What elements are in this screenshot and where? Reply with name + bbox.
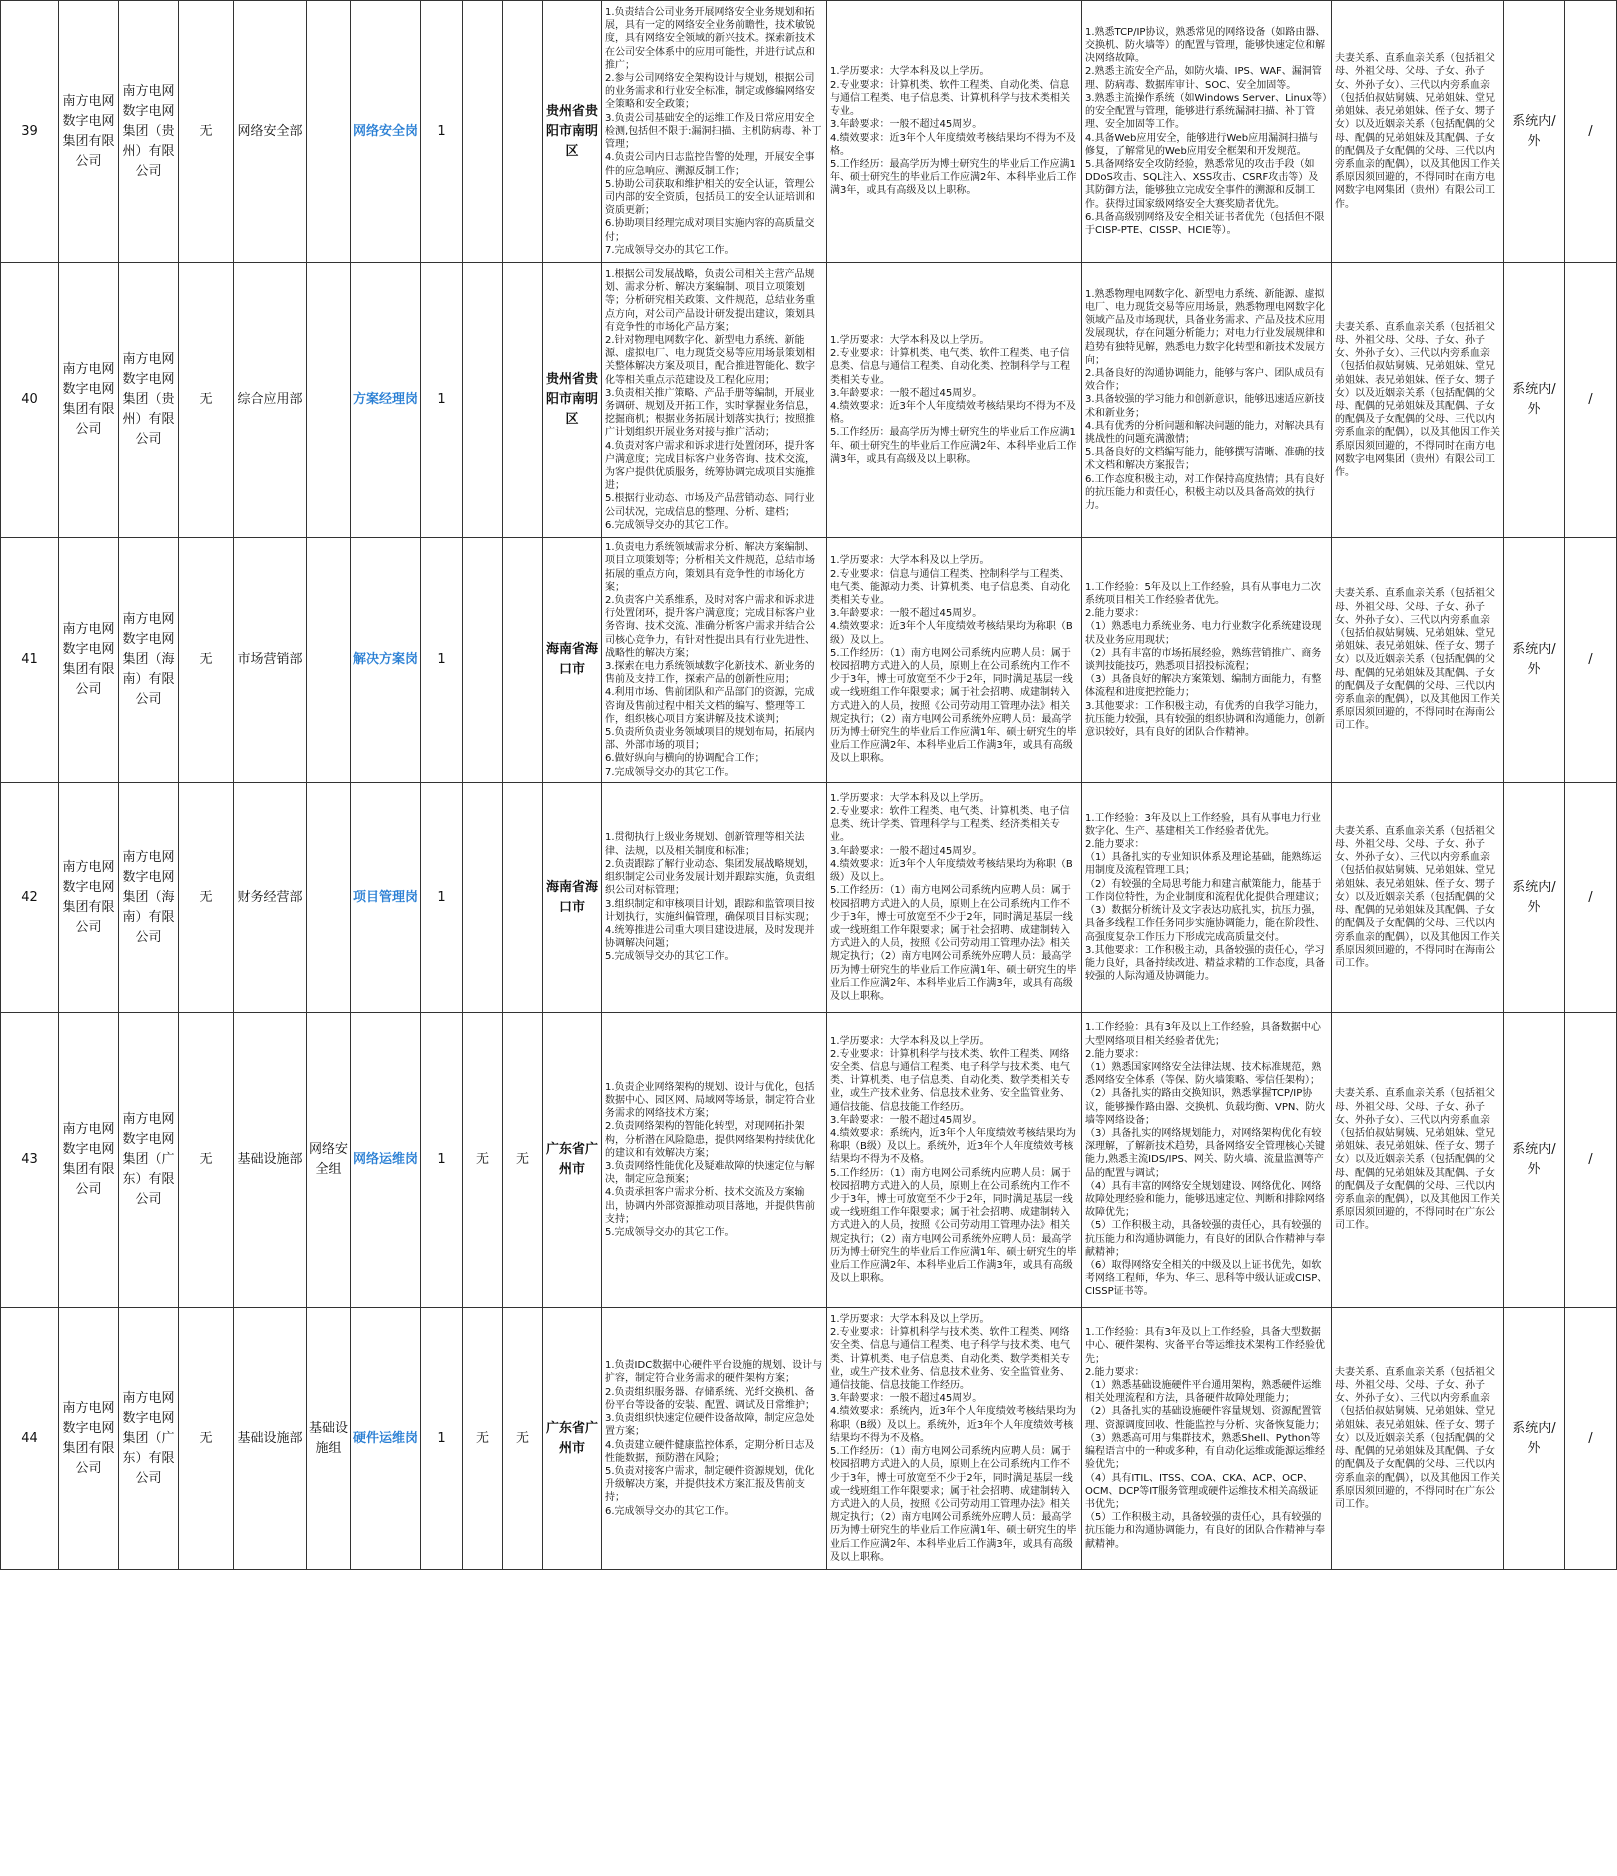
text-line: 1.工作经验：5年及以上工作经验，具有从事电力二次系统项目相关工作经验者优先。 — [1085, 581, 1321, 606]
row-number: 43 — [1, 1013, 59, 1308]
work-location: 广东省广州市 — [543, 1308, 602, 1570]
other-requirements — [1082, 1013, 1332, 1308]
text-line: 2.负责网络架构的智能化转型，对现网拓扑架构，分析潜在风险隐患，提供网络架构持续优化的建议和有效解决方案； — [605, 1121, 815, 1159]
text-line: 5.具备网络安全攻防经验，熟悉常见的攻击手段（如DDoS攻击、SQL注入、XSS攻击、CSRF攻击等）及其防御方法，能够独立完成安全事件的溯源和反制工作。获得过国家级网络安全大赛奖励者优先。 — [1085, 158, 1319, 210]
text-line: （5）工作积极主动，具备较强的责任心，具有较强的抗压能力和沟通协调能力，有良好的团队合作精神与奉献精神。 — [1085, 1512, 1325, 1550]
text-line: （4）具有丰富的网络安全规划建设、网络优化、网络故障处理经验和能力，能够迅速定位、判断和排除网络故障优先； — [1085, 1180, 1325, 1219]
recruit-scope: 系统内/外 — [1504, 783, 1565, 1013]
text-line: 4.绩效要求：近3年个人年度绩效考核结果均为称职（B级）及以上。 — [830, 621, 1073, 646]
text-line: 5.工作经历：最高学历为博士研究生的毕业后工作应满1年、硕士研究生的毕业后工作应满2年、本科毕业后工作满3年，或具有高级及以上职称。 — [830, 427, 1077, 465]
text-line: 2.专业要求：计算机科学与技术类、软件工程类、网络安全类、信息与通信工程类、电子科学与技术类、电气类、计算机类、电子信息类、自动化类、数学类相关专业，或生产技术业务、信息技术业务、安全监管业务、通信技能、信息技能工作经历。 — [830, 1327, 1070, 1392]
sub-unit: 无 — [179, 1013, 234, 1308]
text-line: 2.专业要求：计算机类、电气类、软件工程类、电子信息类、信息与通信工程类、自动化类、控制科学与工程类相关专业。 — [830, 348, 1070, 386]
text-line: 3.年龄要求：一般不超过45周岁。 — [830, 1114, 983, 1126]
extra-col-9: 无 — [463, 1308, 503, 1570]
text-line: 2.负责客户关系维系，及时对客户需求和诉求进行处置闭环，提升客户满意度；完成目标客户业务咨询、技术交流、准确分析客户需求并结合公司核心竞争力，有针对性提出具有行业先进性、战略性的解决方案； — [605, 594, 815, 659]
headcount: 1 — [421, 263, 463, 538]
headcount: 1 — [421, 1013, 463, 1308]
text-line: 6.工作态度积极主动，对工作保持高度热情；具有良好的抗压能力和责任心，积极主动以及具备高效的执行力。 — [1085, 473, 1325, 512]
basic-requirements — [827, 783, 1082, 1013]
text-line: 2.具备良好的沟通协调能力，能够与客户、团队成员有效合作； — [1085, 367, 1325, 393]
row-number: 44 — [1, 1308, 59, 1570]
recruit-scope: 系统内/外 — [1504, 1308, 1565, 1570]
sub-unit: 无 — [179, 1308, 234, 1570]
recruit-scope: 系统内/外 — [1504, 263, 1565, 538]
text-line: （1）熟悉基础设施硬件平台通用架构，熟悉硬件运维相关处理流程和方法，具备硬件故障处理能力； — [1085, 1380, 1322, 1405]
text-line: 1.学历要求：大学本科及以上学历。 — [830, 334, 990, 346]
recruit-scope: 系统内/外 — [1504, 538, 1565, 783]
table-row — [1, 1, 1617, 263]
text-line: （5）工作积极主动，具备较强的责任心，具有较强的抗压能力和沟通协调能力，有良好的团队合作精神与奉献精神； — [1085, 1220, 1325, 1258]
post-name: 项目管理岗 — [351, 783, 421, 1013]
remarks: / — [1565, 263, 1617, 538]
text-line: （3）具备良好的解决方案策划、编制方面能力，有整体流程和进度把控能力； — [1085, 674, 1322, 699]
text-line: 3.探索在电力系统领域数字化新技术、新业务的售前及支持工作，探索产品的创新性应用； — [605, 661, 815, 686]
row-number: 39 — [1, 1, 59, 263]
avoidance-relations: 夫妻关系、直系血亲关系（包括祖父母、外祖父母、父母、子女、孙子女、外孙子女）、三代以内旁系血亲（包括伯叔姑舅姨、兄弟姐妹、堂兄弟姐妹、表兄弟姐妹、侄子女、甥子女）以及近姻亲关系（包括配偶的父母、配偶的兄弟姐妹及其配偶、子女的配偶及子女配偶的父母、三代以内旁系血亲的配偶），以及其他因工作关系原因须回避的，不得同时在海南公司工作。 — [1332, 538, 1504, 783]
text-line: 3.熟悉主流操作系统（如Windows Server、Linux等）的安全配置与管理，能够进行系统漏洞扫描、补丁管理、安全加固等工作。 — [1085, 92, 1328, 131]
text-line: 4.负责建立硬件健康监控体系，定期分析日志及性能数据，预防潜在风险； — [605, 1439, 815, 1464]
sub-unit: 无 — [179, 538, 234, 783]
basic-requirements — [827, 263, 1082, 538]
extra-col-9: 无 — [463, 1013, 503, 1308]
department: 财务经营部 — [234, 783, 307, 1013]
text-line: 2.专业要求：软件工程类、电气类、计算机类、电子信息类、统计学类、管理科学与工程类、经济类相关专业。 — [830, 806, 1070, 844]
company-name: 南方电网数字电网集团有限公司 — [59, 1013, 119, 1308]
text-line: （2）具备扎实的基础设施硬件容量规划、资源配置管理、资源调度回收、性能监控与分析、灾备恢复能力； — [1085, 1406, 1325, 1431]
text-line: 3.负责网络性能优化及疑难故障的快速定位与解决，制定应急预案； — [605, 1161, 815, 1186]
text-line: 3.其他要求：工作积极主动，有优秀的自我学习能力，抗压能力较强，具有较强的组织协调和沟通能力，创新意识较好，具有良好的团队合作精神。 — [1085, 700, 1325, 739]
team — [307, 538, 351, 783]
work-location: 贵州省贵阳市南明区 — [543, 263, 602, 538]
text-line: 4.负责公司内日志监控告警的处理，开展安全事件的应急响应、溯源反制工作； — [605, 152, 815, 177]
work-location: 广东省广州市 — [543, 1013, 602, 1308]
text-line: （2）具备扎实的路由交换知识，熟悉掌握TCP/IP协议，能够操作路由器、交换机、负载均衡、VPN、防火墙等网络设备； — [1085, 1088, 1326, 1126]
text-line: 5.根据行业动态、市场及产品营销动态、同行业公司状况，完成信息的整理、分析、建档； — [605, 493, 815, 518]
text-line: 6.完成领导交办的其它工作。 — [605, 519, 735, 531]
text-line: 4.负责对客户需求和诉求进行处置闭环，提升客户满意度；完成目标客户业务咨询、技术交流，为客户提供优质服务，统筹协调完成项目实施推进； — [605, 440, 815, 492]
avoidance-relations: 夫妻关系、直系血亲关系（包括祖父母、外祖父母、父母、子女、孙子女、外孙子女）、三代以内旁系血亲（包括伯叔姑舅姨、兄弟姐妹、堂兄弟姐妹、表兄弟姐妹、侄子女、甥子女）以及近姻亲关系（包括配偶的父母、配偶的兄弟姐妹及其配偶、子女的配偶及子女配偶的父母、三代以内旁系血亲的配偶），以及其他因工作关系原因须回避的，不得同时在南方电网数字电网集团（贵州）有限公司工作。 — [1332, 1, 1504, 263]
sub-unit: 无 — [179, 263, 234, 538]
text-line: 3.负责相关推广策略、产品手册等编制，开展业务调研、规划及开拓工作，实时掌握业务信息，挖掘商机；根据业务拓展计划落实执行；按照推广计划组织开展业务对接与推广活动； — [605, 387, 815, 439]
post-name: 解决方案岗 — [351, 538, 421, 783]
unit-name: 南方电网数字电网集团（海南）有限公司 — [119, 783, 179, 1013]
text-line: 5.协助公司获取和维护相关的安全认证，管理公司内部的安全资质，包括员工的安全认证培训和资质更新； — [605, 178, 815, 217]
text-line: 5.工作经历：（1）南方电网公司系统内应聘人员：属于校园招聘方式进入的人员，原则上在公司系统内工作不少于3年，博士可放宽至不少于2年，同时满足基层一线或一线班组工作年限要求；属于社会招聘、成建制转入方式进入的人员，按照《公司劳动用工管理办法》相关规定执行；（2）南方电网公司系统外应聘人员：最高学历为博士研究生的毕业后工作应满1年、硕士研究生的毕业后工作应满2年、本科毕业后工作满3年，或具有高级及以上职称。 — [830, 1446, 1077, 1563]
text-line: 2.能力要求： — [1085, 608, 1145, 620]
text-line: 4.具备Web应用安全，能够进行Web应用漏洞扫描与修复，了解常见的Web应用安全框架和开发规范。 — [1085, 132, 1319, 157]
other-requirements — [1082, 1, 1332, 263]
text-line: 3.年龄要求：一般不超过45周岁。 — [830, 1393, 983, 1405]
avoidance-relations: 夫妻关系、直系血亲关系（包括祖父母、外祖父母、父母、子女、孙子女、外孙子女）、三代以内旁系血亲（包括伯叔姑舅姨、兄弟姐妹、堂兄弟姐妹、表兄弟姐妹、侄子女、甥子女）以及近姻亲关系（包括配偶的父母、配偶的兄弟姐妹及其配偶、子女的配偶及子女配偶的父母、三代以内旁系血亲的配偶），以及其他因工作关系原因须回避的，不得同时在南方电网数字电网集团（贵州）有限公司工作。 — [1332, 263, 1504, 538]
table-row — [1, 1308, 1617, 1570]
remarks: / — [1565, 538, 1617, 783]
text-line: 2.能力要求： — [1085, 839, 1145, 851]
basic-requirements — [827, 1013, 1082, 1308]
text-line: 2.负责跟踪了解行业动态、集团发展战略规划，组织制定公司业务发展计划并跟踪实施，负责组织公司对标管理； — [605, 858, 815, 897]
unit-name: 南方电网数字电网集团（贵州）有限公司 — [119, 263, 179, 538]
company-name: 南方电网数字电网集团有限公司 — [59, 783, 119, 1013]
department: 基础设施部 — [234, 1308, 307, 1570]
basic-requirements — [827, 538, 1082, 783]
text-line: 4.统筹推进公司重大项目建设进展，及时发现并协调解决问题； — [605, 924, 815, 950]
text-line: 2.负责组织服务器、存储系统、光纤交换机、备份平台等设备的安装、配置、调试及日常维护； — [605, 1386, 815, 1411]
text-line: 1.学历要求：大学本科及以上学历。 — [830, 1035, 990, 1047]
text-line: 3.年龄要求：一般不超过45周岁。 — [830, 387, 983, 399]
text-line: （1）熟悉电力系统业务、电力行业数字化系统建设现状及业务应用现状； — [1085, 621, 1322, 646]
text-line: （3）具备扎实的网络规划能力，对网络架构优化有较深理解，了解新技术趋势，具备网络安全管理核心关键能力,熟悉主流IDS/IPS、网关、防火墙、流量监测等产品的配置与调试； — [1085, 1127, 1325, 1179]
text-line: 5.工作经历：（1）南方电网公司系统内应聘人员：属于校园招聘方式进入的人员，原则上在公司系统内工作不少于3年，博士可放宽至不少于2年，同时满足基层一线或一线班组工作年限要求；属于社会招聘、成建制转入方式进入的人员，按照《公司劳动用工管理办法》相关规定执行；（2）南方电网公司系统外应聘人员：最高学历为博士研究生的毕业后工作应满1年、硕士研究生的毕业后工作应满2年、本科毕业后工作满3年，或具有高级及以上职称。 — [830, 1167, 1077, 1285]
team: 基础设施组 — [307, 1308, 351, 1570]
text-line: 5.负责对接客户需求，制定硬件资源规划，优化升级解决方案，并提供技术方案汇报及售前支持； — [605, 1465, 815, 1504]
text-line: 6.协助项目经理完成对项目实施内容的高质量交付； — [605, 218, 815, 243]
department: 市场营销部 — [234, 538, 307, 783]
text-line: 1.负责IDC数据中心硬件平台设施的规划、设计与扩容，制定符合业务需求的硬件架构方案； — [605, 1360, 823, 1385]
text-line: 3.年龄要求：一般不超过45周岁。 — [830, 119, 983, 131]
text-line: 3.负责组织快速定位硬件设备故障，制定应急处置方案； — [605, 1413, 815, 1438]
text-line: 4.绩效要求：系统内，近3年个人年度绩效考核结果均为称职（B级）及以上。系统外，近3年个人年度绩效考核结果均不得为不及格。 — [830, 1127, 1076, 1166]
text-line: 2.专业要求：计算机类、软件工程类、自动化类、信息与通信工程类、电子信息类、计算机科学与技术类相关专业。 — [830, 79, 1070, 118]
text-line: 1.负责电力系统领域需求分析、解决方案编制、项目立项策划等；分析相关文件规范，总结市场拓展的重点方向，策划具有竞争性的市场化方案； — [605, 542, 815, 593]
text-line: （2）具有丰富的市场拓展经验，熟练营销推广、商务谈判技能技巧，熟悉项目招投标流程； — [1085, 647, 1322, 672]
text-line: 1.学历要求：大学本科及以上学历。 — [830, 792, 990, 804]
team — [307, 783, 351, 1013]
extra-col-9 — [463, 538, 503, 783]
text-line: 1.贯彻执行上级业务规划、创新管理等相关法律、法规，以及相关制度和标准； — [605, 832, 805, 857]
department: 网络安全部 — [234, 1, 307, 263]
job-duties — [602, 783, 827, 1013]
job-duties — [602, 1308, 827, 1570]
company-name: 南方电网数字电网集团有限公司 — [59, 1, 119, 263]
extra-col-9 — [463, 783, 503, 1013]
table-row — [1, 263, 1617, 538]
headcount: 1 — [421, 1, 463, 263]
recruit-scope: 系统内/外 — [1504, 1, 1565, 263]
text-line: 1.学历要求：大学本科及以上学历。 — [830, 66, 990, 78]
other-requirements — [1082, 538, 1332, 783]
extra-col-10 — [503, 538, 543, 783]
row-number: 42 — [1, 783, 59, 1013]
text-line: （4）具有ITIL、ITSS、COA、CKA、ACP、OCP、OCM、DCP等IT服务管理或硬件运维技术相关高级证书优先； — [1085, 1472, 1319, 1510]
unit-name: 南方电网数字电网集团（海南）有限公司 — [119, 538, 179, 783]
headcount: 1 — [421, 538, 463, 783]
post-name: 方案经理岗 — [351, 263, 421, 538]
job-duties — [602, 538, 827, 783]
text-line: 1.负责企业网络架构的规划、设计与优化，包括数据中心、园区网、局域网等场景，制定符合业务需求的网络技术方案； — [605, 1081, 815, 1120]
table-row — [1, 538, 1617, 783]
text-line: 5.工作经历：最高学历为博士研究生的毕业后工作应满1年、硕士研究生的毕业后工作应满2年、本科毕业后工作满3年，或具有高级及以上职称。 — [830, 158, 1077, 197]
extra-col-9 — [463, 1, 503, 263]
text-line: 7.完成领导交办的其它工作。 — [605, 244, 735, 256]
text-line: 5.完成领导交办的其它工作。 — [605, 1227, 735, 1239]
other-requirements — [1082, 783, 1332, 1013]
remarks: / — [1565, 783, 1617, 1013]
row-number: 41 — [1, 538, 59, 783]
text-line: 3.组织制定和审核项目计划，跟踪和监管项目按计划执行，实施纠偏管理，确保项目目标实现； — [605, 898, 815, 923]
text-line: 5.具备良好的文档编写能力，能够撰写清晰、准确的技术文档和解决方案报告； — [1085, 447, 1325, 472]
table-row — [1, 783, 1617, 1013]
text-line: 1.工作经验：具有3年及以上工作经验，具备数据中心大型网络项目相关经验者优先； — [1085, 1022, 1321, 1047]
post-name: 网络安全岗 — [351, 1, 421, 263]
text-line: 4.绩效要求：近3年个人年度绩效考核结果均为称职（B级）及以上。 — [830, 858, 1073, 884]
headcount: 1 — [421, 1308, 463, 1570]
extra-col-10: 无 — [503, 1013, 543, 1308]
company-name: 南方电网数字电网集团有限公司 — [59, 263, 119, 538]
text-line: 3.负责公司基础安全的运维工作及日常应用安全检测,包括但不限于:漏洞扫描、主机防病毒、补丁管理； — [605, 112, 822, 151]
extra-col-10 — [503, 1, 543, 263]
team — [307, 1, 351, 263]
extra-col-10 — [503, 783, 543, 1013]
sub-unit: 无 — [179, 783, 234, 1013]
text-line: 2.针对物理电网数字化、新型电力系统、新能源、虚拟电厂、电力现货交易等应用场景策划相关整体解决方案及项目，配合推进智能化、数字化等相关重点示范建设及工程化应用； — [605, 334, 815, 386]
text-line: 4.绩效要求：系统内，近3年个人年度绩效考核结果均为称职（B级）及以上。系统外，近3年个人年度绩效考核结果均不得为不及格。 — [830, 1406, 1076, 1444]
text-line: （1）熟悉国家网络安全法律法规、技术标准规范，熟悉网络安全体系（等保、防火墙策略、零信任架构）； — [1085, 1061, 1322, 1087]
recruit-scope: 系统内/外 — [1504, 1013, 1565, 1308]
department: 综合应用部 — [234, 263, 307, 538]
basic-requirements — [827, 1308, 1082, 1570]
team: 网络安全组 — [307, 1013, 351, 1308]
text-line: 1.工作经验：具有3年及以上工作经验，具备大型数据中心、硬件架构、灾备平台等运维技术架构工作经验优先； — [1085, 1327, 1325, 1365]
text-line: 2.能力要求： — [1085, 1366, 1145, 1378]
other-requirements — [1082, 1308, 1332, 1570]
other-requirements — [1082, 263, 1332, 538]
text-line: 4.利用市场、售前团队和产品部门的资源，完成咨询及售前过程中相关文档的编写、整理等工作，组织核心项目方案讲解及技术谈判； — [605, 687, 815, 725]
team — [307, 263, 351, 538]
text-line: 3.年龄要求：一般不超过45周岁。 — [830, 845, 983, 857]
text-line: （3）数据分析统计及文字表达功底扎实，抗压力强，具备多线程工作任务同步实施协调能力，能在阶段性、高强度复杂工作压力下形成完成高质量交付。 — [1085, 905, 1325, 943]
text-line: 4.负责承担客户需求分析、技术交流及方案输出，协调内外部资源推动项目落地，并提供售前支持； — [605, 1187, 815, 1225]
text-line: 1.工作经验：3年及以上工作经验，具有从事电力行业数字化、生产、基建相关工作经验者优先。 — [1085, 812, 1321, 837]
text-line: 5.工作经历：（1）南方电网公司系统内应聘人员：属于校园招聘方式进入的人员，原则上在公司系统内工作不少于3年，博士可放宽至不少于2年，同时满足基层一线或一线班组工作年限要求；属于社会招聘、成建制转入方式进入的人员，按照《公司劳动用工管理办法》相关规定执行；（2）南方电网公司系统外应聘人员：最高学历为博士研究生的毕业后工作应满1年、硕士研究生的毕业后工作应满2年、本科毕业后工作满3年，或具有高级及以上职称。 — [830, 885, 1077, 1002]
text-line: 2.能力要求： — [1085, 1048, 1145, 1060]
text-line: 3.年龄要求：一般不超过45周岁。 — [830, 608, 983, 620]
text-line: 4.绩效要求：近3年个人年度绩效考核结果均不得为不及格。 — [830, 401, 1076, 426]
unit-name: 南方电网数字电网集团（广东）有限公司 — [119, 1013, 179, 1308]
text-line: 2.参与公司网络安全架构设计与规划，根据公司的业务需求和行业安全标准，制定或修编网络安全策略和安全政策； — [605, 73, 815, 111]
remarks: / — [1565, 1, 1617, 263]
company-name: 南方电网数字电网集团有限公司 — [59, 1308, 119, 1570]
text-line: 5.负责所负责业务领域项目的规划布局，拓展内部、外部市场的项目； — [605, 727, 815, 752]
text-line: 4.具有优秀的分析问题和解决问题的能力，对解决具有挑战性的问题充满激情； — [1085, 420, 1325, 445]
work-location: 海南省海口市 — [543, 783, 602, 1013]
text-line: 2.熟悉主流安全产品，如防火墙、IPS、WAF、漏洞管理、防病毒、数据库审计、SOC、安全加固等。 — [1085, 66, 1322, 91]
basic-requirements — [827, 1, 1082, 263]
job-duties — [602, 1013, 827, 1308]
extra-col-10 — [503, 263, 543, 538]
table-row — [1, 1013, 1617, 1308]
text-line: （1）具备扎实的专业知识体系及理论基础，能熟练运用制度及流程管理工具； — [1085, 852, 1322, 877]
row-number: 40 — [1, 263, 59, 538]
remarks: / — [1565, 1013, 1617, 1308]
text-line: 3.其他要求：工作积极主动，具备较强的责任心，学习能力良好，具备持续改进、精益求精的工作态度，具备较强的人际沟通及协调能力。 — [1085, 944, 1325, 983]
remarks: / — [1565, 1308, 1617, 1570]
text-line: 4.绩效要求：近3年个人年度绩效考核结果均不得为不及格。 — [830, 132, 1076, 157]
text-line: 7.完成领导交办的其它工作。 — [605, 766, 735, 778]
text-line: （3）熟悉高可用与集群技术，熟悉Shell、Python等编程语言中的一种或多种，有自动化运维或能源运维经验优先； — [1085, 1432, 1325, 1471]
post-name: 网络运维岗 — [351, 1013, 421, 1308]
text-line: （6）取得网络安全相关的中级及以上证书优先，如软考网络工程师，华为、华三、思科等中级认证或CISP、CISSP证书等。 — [1085, 1260, 1328, 1298]
text-line: 3.具备较强的学习能力和创新意识，能够迅速适应新技术和新业务； — [1085, 394, 1325, 419]
unit-name: 南方电网数字电网集团（广东）有限公司 — [119, 1308, 179, 1570]
text-line: 2.专业要求：信息与通信工程类、控制科学与工程类、电气类、能源动力类、计算机类、电子信息类、自动化类相关专业。 — [830, 568, 1070, 606]
extra-col-9 — [463, 263, 503, 538]
department: 基础设施部 — [234, 1013, 307, 1308]
text-line: 2.专业要求：计算机科学与技术类、软件工程类、网络安全类、信息与通信工程类、电子科学与技术类、电气类、计算机类、电子信息类、自动化类、数学类相关专业，或生产技术业务、信息技术业务、安全监管业务、通信技能、信息技能工作经历。 — [830, 1048, 1070, 1113]
text-line: 6.完成领导交办的其它工作。 — [605, 1505, 735, 1517]
avoidance-relations: 夫妻关系、直系血亲关系（包括祖父母、外祖父母、父母、子女、孙子女、外孙子女）、三代以内旁系血亲（包括伯叔姑舅姨、兄弟姐妹、堂兄弟姐妹、表兄弟姐妹、侄子女、甥子女）以及近姻亲关系（包括配偶的父母、配偶的兄弟姐妹及其配偶、子女的配偶及子女配偶的父母、三代以内旁系血亲的配偶），以及其他因工作关系原因须回避的，不得同时在广东公司工作。 — [1332, 1013, 1504, 1308]
headcount: 1 — [421, 783, 463, 1013]
text-line: 5.完成领导交办的其它工作。 — [605, 951, 735, 963]
job-duties — [602, 1, 827, 263]
text-line: 1.根据公司发展战略，负责公司相关主营产品规划、需求分析、解决方案编制、项目立项策划等；分析研究相关政策、文件规范，总结业务重点方向，对公司产品设计研发提出建议，策划具有竞争性的市场化产品方案； — [605, 268, 815, 333]
text-line: 5.工作经历：（1）南方电网公司系统内应聘人员：属于校园招聘方式进入的人员，原则上在公司系统内工作不少于3年，博士可放宽至不少于2年，同时满足基层一线或一线班组工作年限要求；属于社会招聘、成建制转入方式进入的人员，按照《公司劳动用工管理办法》相关规定执行；（2）南方电网公司系统外应聘人员：最高学历为博士研究生的毕业后工作应满1年、硕士研究生的毕业后工作应满2年、本科毕业后工作满3年，或具有高级及以上职称。 — [830, 647, 1077, 765]
extra-col-10: 无 — [503, 1308, 543, 1570]
text-line: 1.学历要求：大学本科及以上学历。 — [830, 555, 990, 567]
work-location: 贵州省贵阳市南明区 — [543, 1, 602, 263]
avoidance-relations: 夫妻关系、直系血亲关系（包括祖父母、外祖父母、父母、子女、孙子女、外孙子女）、三代以内旁系血亲（包括伯叔姑舅姨、兄弟姐妹、堂兄弟姐妹、表兄弟姐妹、侄子女、甥子女）以及近姻亲关系（包括配偶的父母、配偶的兄弟姐妹及其配偶、子女的配偶及子女配偶的父母、三代以内旁系血亲的配偶），以及其他因工作关系原因须回避的，不得同时在广东公司工作。 — [1332, 1308, 1504, 1570]
job-duties — [602, 263, 827, 538]
text-line: 6.具备高级别网络及安全相关证书者优先（包括但不限于CISP-PTE、CISSP、HCIE等）。 — [1085, 211, 1325, 236]
text-line: 1.负责结合公司业务开展网络安全业务规划和拓展，具有一定的网络安全业务前瞻性，技术敏锐度，具有网络安全领域的新兴技术。探索新技术在公司安全体系中的应用可能性，并进行试点和推广； — [605, 7, 815, 71]
post-name: 硬件运维岗 — [351, 1308, 421, 1570]
text-line: 1.学历要求：大学本科及以上学历。 — [830, 1314, 990, 1326]
unit-name: 南方电网数字电网集团（贵州）有限公司 — [119, 1, 179, 263]
text-line: （2）有较强的全局思考能力和建言献策能力，能基于工作岗位特性，为企业制度和流程优化提供合理建议； — [1085, 878, 1325, 903]
text-line: 6.做好纵向与横向的协调配合工作； — [605, 753, 765, 765]
work-location: 海南省海口市 — [543, 538, 602, 783]
sub-unit: 无 — [179, 1, 234, 263]
company-name: 南方电网数字电网集团有限公司 — [59, 538, 119, 783]
text-line: 1.熟悉物理电网数字化、新型电力系统、新能源、虚拟电厂、电力现货交易等应用场景，熟悉物理电网数字化领域产品及市场现状，具备业务需求、产品及技术应用发展现状，存在问题分析能力；对电力行业发展规律和趋势有独特见解，熟悉电力数字化转型和新技术发展方向； — [1085, 288, 1325, 366]
avoidance-relations: 夫妻关系、直系血亲关系（包括祖父母、外祖父母、父母、子女、孙子女、外孙子女）、三代以内旁系血亲（包括伯叔姑舅姨、兄弟姐妹、堂兄弟姐妹、表兄弟姐妹、侄子女、甥子女）以及近姻亲关系（包括配偶的父母、配偶的兄弟姐妹及其配偶、子女的配偶及子女配偶的父母、三代以内旁系血亲的配偶），以及其他因工作关系原因须回避的，不得同时在海南公司工作。 — [1332, 783, 1504, 1013]
text-line: 1.熟悉TCP/IP协议，熟悉常见的网络设备（如路由器、交换机、防火墙等）的配置与管理，能够快速定位和解决网络故障。 — [1085, 26, 1326, 65]
